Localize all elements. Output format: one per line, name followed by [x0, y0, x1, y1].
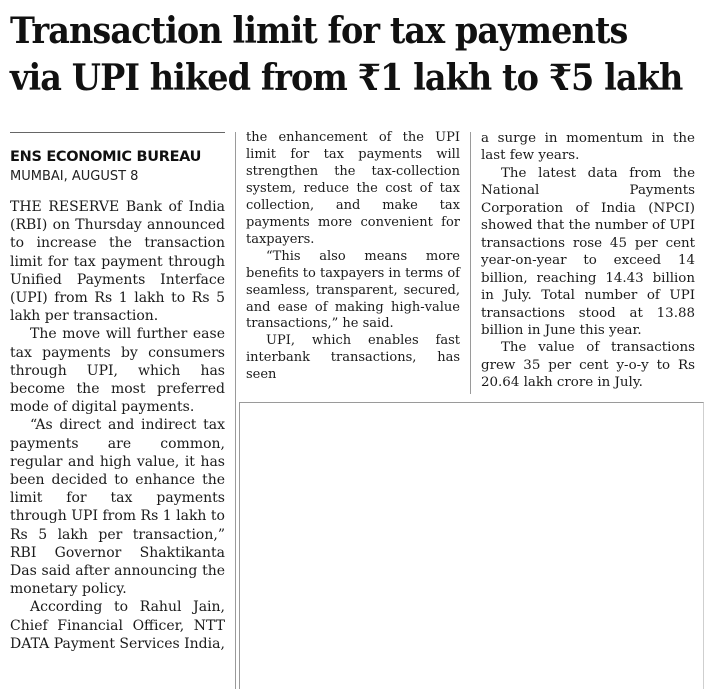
dateline: MUMBAI, AUGUST 8: [10, 169, 139, 184]
blank-ad-box: [239, 402, 704, 689]
paragraph: “This also means more benefits to taxpayers in terms of seamless, transparent, secured, and ease of making high-value transactions,” he said.: [246, 248, 460, 332]
headline-line-2: via UPI hiked from ₹1 lakh to ₹5 lakh: [10, 57, 683, 99]
article-column-1: [10, 148, 225, 653]
article-column-3: [481, 130, 695, 392]
paragraph: THE RESERVE Bank of India (RBI) on Thursday announced to increase the transaction limit for tax payment through Unified Payments Interface (UPI) from Rs 1 lakh to Rs 5 lakh per transaction.: [10, 199, 225, 325]
byline-rule: [10, 132, 225, 133]
headline: [10, 8, 683, 102]
paragraph: The latest data from the National Payments Corporation of India (NPCI) showed that the number of UPI transactions rose 45 per cent year-on-year to exceed 14 billion, reaching 14.43 billion in July. Total number of UPI transactions stood at 13.88 billion in June this year.: [481, 165, 695, 338]
column-divider: [235, 132, 236, 689]
paragraph: a surge in momentum in the last few years.: [481, 131, 695, 164]
paragraph: The value of transactions grew 35 per cent y-o-y to Rs 20.64 lakh crore in July.: [481, 340, 695, 391]
article-column-2: [246, 130, 460, 384]
byline-bureau: ENS ECONOMIC BUREAU: [10, 149, 202, 165]
paragraph: The move will further ease tax payments by consumers through UPI, which has become the most preferred mode of digital payments.: [10, 326, 225, 416]
column-divider: [470, 132, 471, 394]
paragraph: the enhancement of the UPI limit for tax payments will strengthen the tax-collection system, reduce the cost of tax collection, and make tax payments more convenient for taxpayers.: [246, 130, 460, 247]
headline-line-1: Transaction limit for tax payments: [10, 10, 628, 52]
paragraph: According to Rahul Jain, Chief Financial Officer, NTT DATA Payment Services India,: [10, 599, 225, 652]
paragraph: UPI, which enables fast interbank transactions, has seen: [246, 333, 460, 383]
paragraph: “As direct and indirect tax payments are common, regular and high value, it has been decided to enhance the limit for tax payments through UPI from Rs 1 lakh to Rs 5 lakh per transaction,” RBI Governor Shaktikanta Das said after announcing the monetary policy.: [10, 417, 225, 598]
